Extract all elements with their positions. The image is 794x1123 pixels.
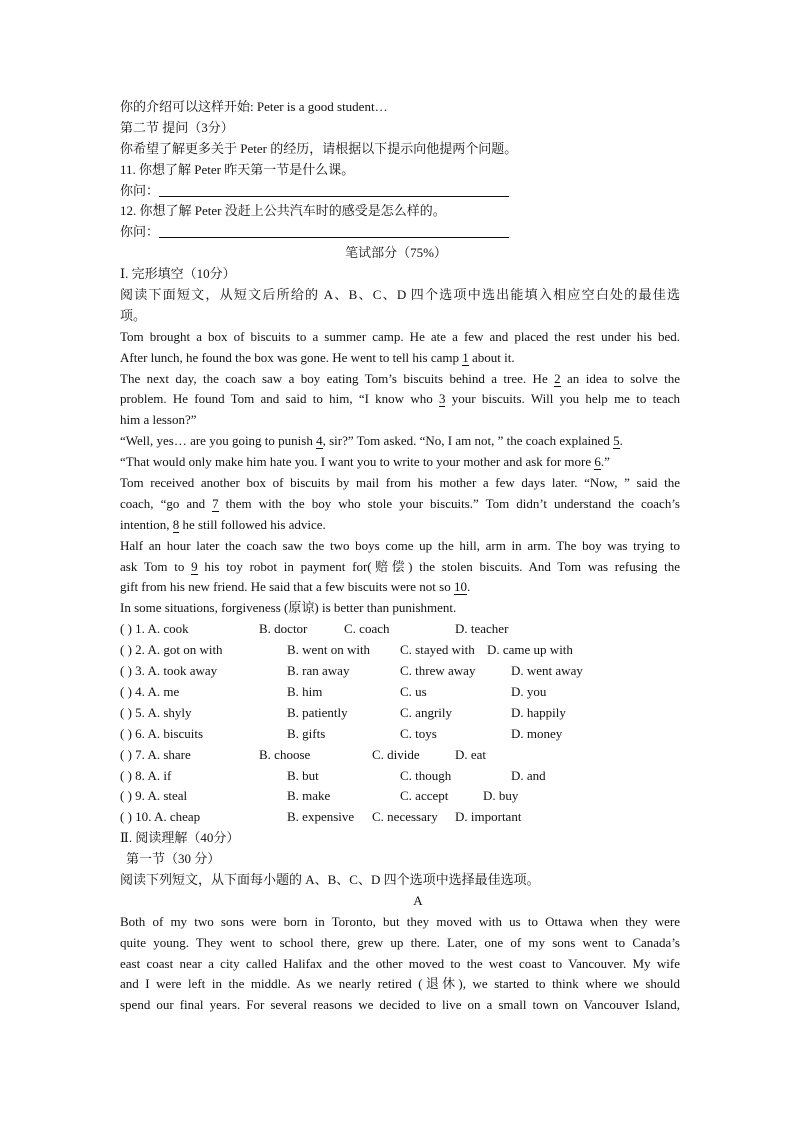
cloze-blank: 4 xyxy=(316,433,323,449)
option-c: C. necessary xyxy=(372,809,438,825)
option-d: D. money xyxy=(511,725,563,741)
reading-instruction: 阅读下列短文，从下面每小题的 A、B、C、D 四个选项中选择最佳选项。 xyxy=(120,871,540,887)
option-c: C. threw away xyxy=(400,663,476,679)
question-11: 11. 你想了解 Peter 昨天第一节是什么课。 xyxy=(120,161,355,177)
cloze-blank: 6 xyxy=(594,454,601,470)
option-c: C. us xyxy=(400,683,427,699)
passage-line: quite young. They went to school there, grew up there. Later, one of my sons went to Canada’s xyxy=(120,934,680,950)
document-content xyxy=(120,97,680,1016)
intro-hint: 你的介绍可以这样开始: Peter is a good student… xyxy=(120,99,388,114)
cloze-blank: 9 xyxy=(191,558,198,574)
option-c: C. coach xyxy=(344,621,390,637)
option-a: ( ) 7. A. share xyxy=(120,746,191,762)
passage-line: east coast near a city called Halifax and the other moved to the west coast to Vancouver. My wife xyxy=(120,955,680,971)
ask-label: 你问： xyxy=(120,224,160,240)
option-b: B. ran away xyxy=(287,663,350,679)
passage-line: coach, “go and 7 them with the boy who stole your biscuits.” Tom didn’t understand the coach’s xyxy=(120,495,680,511)
option-a: ( ) 3. A. took away xyxy=(120,663,218,679)
option-c: C. accept xyxy=(400,788,449,804)
cloze-option-row xyxy=(120,619,680,640)
option-d: D. went away xyxy=(511,663,583,679)
option-a: ( ) 8. A. if xyxy=(120,767,172,783)
option-d: D. teacher xyxy=(455,621,509,637)
cloze-option-row xyxy=(120,786,680,807)
option-d: D. important xyxy=(455,809,522,825)
answer-line-12 xyxy=(120,222,680,243)
cloze-option-row xyxy=(120,766,680,787)
option-b: B. but xyxy=(287,767,319,783)
option-a: ( ) 6. A. biscuits xyxy=(120,725,204,741)
option-d: D. eat xyxy=(455,746,487,762)
option-c: C. angrily xyxy=(400,704,452,720)
cloze-option-row xyxy=(120,661,680,682)
option-c: C. though xyxy=(400,767,452,783)
option-b: B. doctor xyxy=(259,621,308,637)
option-a: ( ) 9. A. steal xyxy=(120,788,188,804)
option-a: ( ) 2. A. got on with xyxy=(120,642,223,658)
passage-line: The next day, the coach saw a boy eating Tom’s biscuits behind a tree. He 2 an idea to solve the xyxy=(120,370,681,386)
passage-line: After lunch, he found the box was gone. He went to tell his camp 1 about it. xyxy=(120,349,515,365)
cloze-blank: 1 xyxy=(462,349,469,365)
passage-line: Both of my two sons were born in Toronto, but they moved with us to Ottawa when they were xyxy=(120,913,680,929)
option-d: D. happily xyxy=(511,704,566,720)
passage-line: intention, 8 he still followed his advice. xyxy=(120,516,326,532)
passage-line: “Well, yes… are you going to punish 4, sir?” Tom asked. “No, I am not, ” the coach explained 5. xyxy=(120,433,623,449)
cloze-blank: 8 xyxy=(172,516,180,532)
cloze-option-row xyxy=(120,682,680,703)
option-b: B. patiently xyxy=(287,704,348,720)
cloze-blank: 10 xyxy=(453,579,467,595)
part2-instruction: 你希望了解更多关于 Peter 的经历，请根据以下提示向他提两个问题。 xyxy=(120,140,518,156)
question-12: 12. 你想了解 Peter 没赶上公共汽车时的感受是怎么样的。 xyxy=(120,203,446,219)
passage-line: Tom received another box of biscuits by mail from his mother a few days later. “Now, ” said the xyxy=(120,475,680,491)
passage-line: ask Tom to 9 his toy robot in payment for(赔偿) the stolen biscuits. And Tom was refusing the xyxy=(120,558,680,574)
option-b: B. make xyxy=(287,788,331,804)
option-d: D. you xyxy=(511,683,547,699)
cloze-blank: 2 xyxy=(554,370,561,386)
cloze-blank: 7 xyxy=(212,495,219,511)
passage-line: “That would only make him hate you. I want you to write to your mother and ask for more 6.” xyxy=(120,454,610,470)
option-c: C. toys xyxy=(400,725,437,741)
answer-blank[interactable] xyxy=(159,182,509,197)
option-a: ( ) 10. A. cheap xyxy=(120,809,201,825)
reading-title: Ⅱ. 阅读理解（40分） xyxy=(120,830,240,846)
option-c: C. divide xyxy=(372,746,420,762)
cloze-title: Ⅰ. 完形填空（10分） xyxy=(120,266,236,282)
option-c: C. stayed with xyxy=(400,642,475,658)
option-b: B. went on with xyxy=(287,642,371,658)
cloze-option-row xyxy=(120,640,680,661)
part2-title: 第二节 提问（3分） xyxy=(120,119,234,135)
ask-label: 你问： xyxy=(120,182,160,198)
option-d: D. came up with xyxy=(487,642,573,658)
passage-line: him a lesson?” xyxy=(120,412,197,428)
option-d: D. buy xyxy=(483,788,519,804)
passage-line: In some situations, forgiveness (原谅) is better than punishment. xyxy=(120,600,457,616)
cloze-blank: 5 xyxy=(613,433,620,449)
option-b: B. him xyxy=(287,683,323,699)
passage-line: problem. He found Tom and said to him, “I know who 3 your biscuits. Will you help me to teach xyxy=(120,391,680,407)
answer-line-11 xyxy=(120,181,680,202)
cloze-instruction: 阅读下面短文，从短文后所给的 A、B、C、D 四个选项中选出能填入相应空白处的最佳选 xyxy=(120,287,680,303)
option-b: B. expensive xyxy=(287,809,355,825)
option-b: B. gifts xyxy=(287,725,326,741)
cloze-instruction-cont: 项。 xyxy=(120,307,147,323)
option-b: B. choose xyxy=(259,746,311,762)
passage-line: Tom brought a box of biscuits to a summer camp. He ate a few and placed the rest under his bed. xyxy=(120,328,680,344)
passage-line: gift from his new friend. He said that a few biscuits were not so 10. xyxy=(120,579,471,595)
option-a: ( ) 1. A. cook xyxy=(120,621,189,637)
cloze-option-row xyxy=(120,703,680,724)
passage-line: and I were left in the middle. As we nearly retired (退休), we started to think where we should xyxy=(120,976,680,992)
passage-line: Half an hour later the coach saw the two boys come up the hill, arm in arm. The boy was trying to xyxy=(120,537,680,553)
written-part-title: 笔试部分（75%） xyxy=(345,245,447,261)
passage-line: spend our final years. For several reasons we decided to live on a small town on Vancouver Island, xyxy=(120,997,680,1013)
answer-blank[interactable] xyxy=(159,223,509,238)
cloze-option-row xyxy=(120,724,680,745)
cloze-blank: 3 xyxy=(438,391,446,407)
reading-subtitle: 第一节（30 分） xyxy=(126,851,221,867)
cloze-option-row xyxy=(120,807,680,828)
cloze-option-row xyxy=(120,745,680,766)
option-d: D. and xyxy=(511,767,546,783)
option-a: ( ) 5. A. shyly xyxy=(120,704,192,720)
option-a: ( ) 4. A. me xyxy=(120,683,180,699)
passage-label: A xyxy=(413,892,423,908)
